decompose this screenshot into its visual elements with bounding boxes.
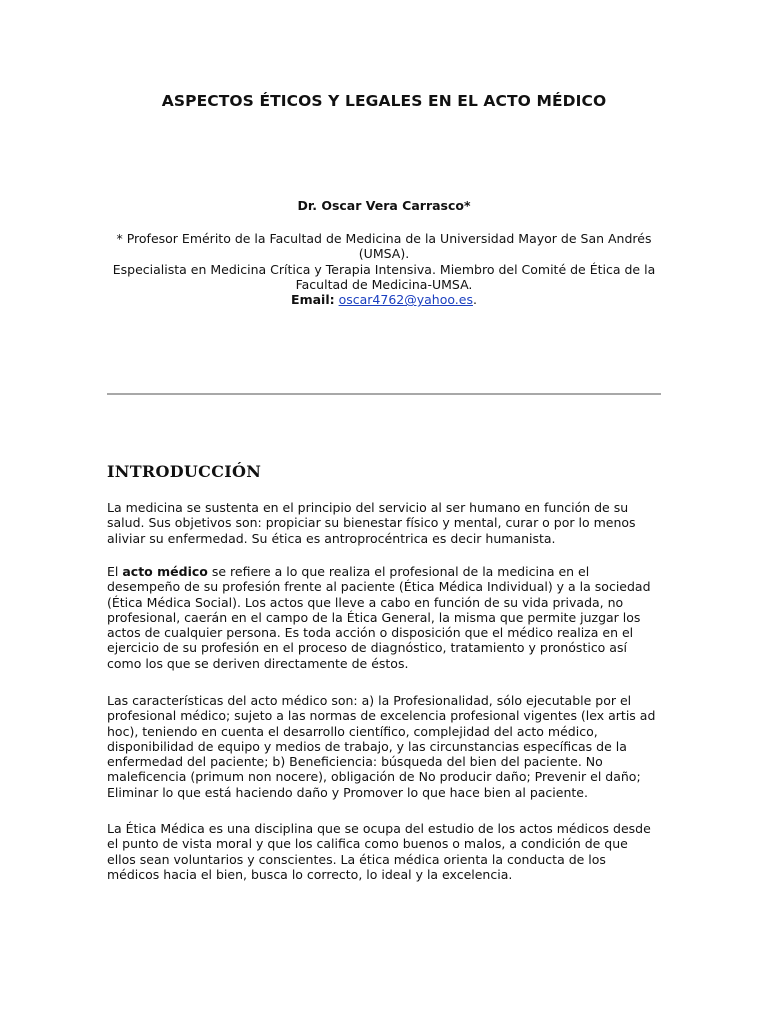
document-title: ASPECTOS ÉTICOS Y LEGALES EN EL ACTO MÉDICO	[161, 92, 607, 110]
paragraph-line: Eliminar lo que está haciendo daño y Promover lo que hace bien al paciente.	[107, 784, 588, 800]
paragraph-line: actos de cualquier persona. Es toda acción o disposición que el médico realiza en el	[107, 625, 634, 641]
paragraph-line: enfermedad del paciente; b) Beneficiencia: búsqueda del bien del paciente. No	[107, 754, 603, 770]
paragraph-line: hoc), teniendo en cuenta el desarrollo científico, complejidad del acto médico,	[107, 723, 598, 739]
paragraph-line: como los que se deriven directamente de éstos.	[107, 655, 409, 671]
paragraph-line: ejercicio de su profesión en el proceso de diagnóstico, tratamiento y pronóstico así	[107, 640, 627, 656]
email-suffix: .	[472, 292, 477, 308]
bold-term: acto médico	[122, 564, 208, 579]
paragraph-line: el punto de vista moral y que los califica como buenos o malos, a condición de que	[107, 836, 628, 852]
affiliation-line: (UMSA).	[358, 246, 410, 262]
paragraph-line: Las características del acto médico son: a) la Profesionalidad, sólo ejecutable por el	[107, 693, 632, 708]
paragraph-line: salud. Sus objetivos son: propiciar su bienestar físico y mental, curar o por lo menos	[107, 515, 636, 531]
paragraph-line: disponibilidad de equipo y medios de trabajo, y las circunstancias específicas de la	[107, 738, 627, 754]
paragraph-etica-medica	[107, 821, 667, 882]
author-name: Dr. Oscar Vera Carrasco*	[297, 198, 471, 213]
author-affiliation	[100, 231, 668, 307]
paragraph-line: aliviar su enfermedad. Su ética es antroprocéntrica es decir humanista.	[107, 530, 556, 546]
horizontal-divider	[107, 393, 661, 395]
affiliation-line: Especialista en Medicina Crítica y Terapia Intensiva. Miembro del Comité de Ética de la	[112, 261, 656, 277]
paragraph-line	[107, 564, 667, 579]
paragraph-intro	[107, 500, 667, 546]
paragraph-line: médicos hacia el bien, busca lo correcto, lo ideal y la excelencia.	[107, 866, 513, 882]
paragraph-line: desempeño de su profesión frente al paciente (Ética Médica Individual) y a la sociedad	[107, 579, 651, 595]
paragraph-line: ellos sean voluntarios y conscientes. La ética médica orienta la conducta de los	[107, 851, 606, 867]
paragraph-line: maleficencia (primum non nocere), obligación de No producir daño; Prevenir el daño;	[107, 769, 641, 785]
paragraph-line: (Ética Médica Social). Los actos que lleve a cabo en función de su vida privada, no	[107, 594, 624, 610]
affiliation-line: * Profesor Emérito de la Facultad de Medicina de la Universidad Mayor de San Andrés	[116, 231, 652, 246]
paragraph-line: profesional médico; sujeto a las normas de excelencia profesional vigentes (lex artis ad	[107, 708, 656, 724]
paragraph-acto-medico	[107, 564, 667, 671]
paragraph-text: El	[107, 564, 123, 579]
email-link[interactable]: oscar4762@yahoo.es	[338, 292, 473, 308]
email-label: Email:	[291, 292, 335, 308]
paragraph-caracteristicas	[107, 693, 667, 800]
affiliation-line: Facultad de Medicina-UMSA.	[295, 276, 473, 292]
paragraph-line: profesional, caerán en el campo de la Ética General, la misma que permite juzgar los	[107, 609, 641, 625]
email-line	[100, 292, 668, 307]
paragraph-line: La medicina se sustenta en el principio del servicio al ser humano en función de su	[107, 500, 629, 515]
paragraph-line: La Ética Médica es una disciplina que se ocupa del estudio de los actos médicos desde	[107, 821, 651, 836]
section-heading: INTRODUCCIÓN	[107, 462, 262, 481]
paragraph-text: se refiere a lo que realiza el profesional de la medicina en el	[207, 564, 590, 579]
